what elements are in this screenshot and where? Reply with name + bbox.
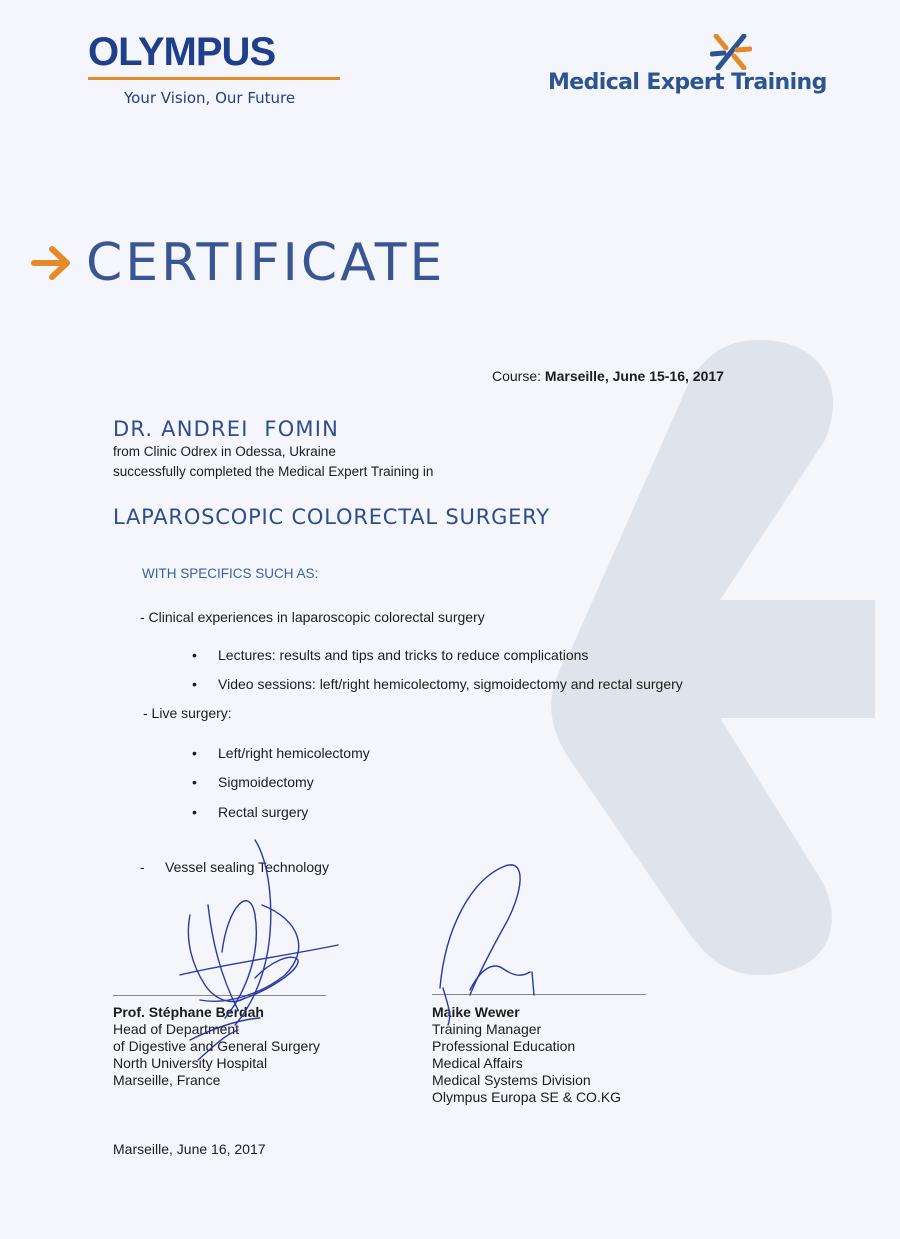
recipient-name: DR. ANDREI FOMIN bbox=[113, 417, 340, 441]
list-item-text: Rectal surgery bbox=[218, 804, 309, 820]
vessel-section-label: Vessel sealing Technology bbox=[165, 859, 329, 875]
vessel-dash: - bbox=[140, 859, 145, 875]
course-value: Marseille, June 15-16, 2017 bbox=[544, 368, 724, 384]
live-section-label: - Live surgery: bbox=[143, 705, 232, 721]
right-signatory-line: Professional Education bbox=[432, 1038, 576, 1054]
left-signatory-name: Prof. Stéphane Berdah bbox=[113, 1004, 264, 1020]
completed-line: successfully completed the Medical Expert Training in bbox=[113, 464, 434, 479]
left-signatory-line: North University Hospital bbox=[113, 1055, 268, 1071]
issue-date: Marseille, June 16, 2017 bbox=[113, 1141, 266, 1157]
right-signatory-line: Medical Systems Division bbox=[432, 1072, 591, 1088]
met-logo-text: Medical Expert Training bbox=[548, 70, 827, 95]
right-signatory-line: Medical Affairs bbox=[432, 1055, 523, 1071]
bullet: • bbox=[192, 676, 197, 692]
bullet: • bbox=[192, 647, 197, 663]
left-signatory bbox=[113, 1004, 320, 1089]
certificate-title: CERTIFICATE bbox=[86, 233, 446, 293]
left-signature-line bbox=[113, 995, 326, 996]
asterisk-cross-icon bbox=[710, 34, 752, 70]
list-item bbox=[192, 804, 309, 820]
bullet: • bbox=[192, 745, 197, 761]
right-signatory-line: Olympus Europa SE & CO.KG bbox=[432, 1089, 622, 1105]
right-signature-line bbox=[432, 994, 646, 995]
right-signatory-line: Training Manager bbox=[432, 1021, 542, 1037]
list-item bbox=[192, 774, 314, 790]
list-item bbox=[192, 745, 370, 761]
orange-arrow-icon bbox=[30, 243, 74, 283]
from-line: from Clinic Odrex in Odessa, Ukraine bbox=[113, 444, 336, 459]
left-signatory-line: Head of Department bbox=[113, 1021, 240, 1037]
program-title: LAPAROSCOPIC COLORECTAL SURGERY bbox=[113, 505, 550, 529]
clinical-section-label: - Clinical experiences in laparoscopic colorectal surgery bbox=[140, 609, 485, 625]
olympus-tagline: Your Vision, Our Future bbox=[124, 89, 296, 107]
course-label: Course: bbox=[492, 368, 542, 384]
olympus-wordmark: OLYMPUS bbox=[88, 30, 276, 74]
bullet: • bbox=[192, 774, 197, 790]
specifics-heading: WITH SPECIFICS SUCH AS: bbox=[142, 566, 319, 581]
list-item-text: Sigmoidectomy bbox=[218, 774, 314, 790]
right-signatory bbox=[432, 1004, 621, 1106]
left-signatory-line: Marseille, France bbox=[113, 1072, 221, 1088]
olympus-underline bbox=[88, 77, 340, 80]
list-item-text: Left/right hemicolectomy bbox=[218, 745, 370, 761]
left-signatory-line: of Digestive and General Surgery bbox=[113, 1038, 320, 1054]
right-signatory-name: Maike Wewer bbox=[432, 1004, 520, 1020]
list-item bbox=[192, 676, 683, 692]
course-line bbox=[492, 368, 724, 384]
bullet: • bbox=[192, 804, 197, 820]
list-item-text: Video sessions: left/right hemicolectomy, sigmoidectomy and rectal surgery bbox=[218, 676, 683, 692]
list-item-text: Lectures: results and tips and tricks to reduce complications bbox=[218, 647, 589, 663]
list-item bbox=[192, 647, 589, 663]
